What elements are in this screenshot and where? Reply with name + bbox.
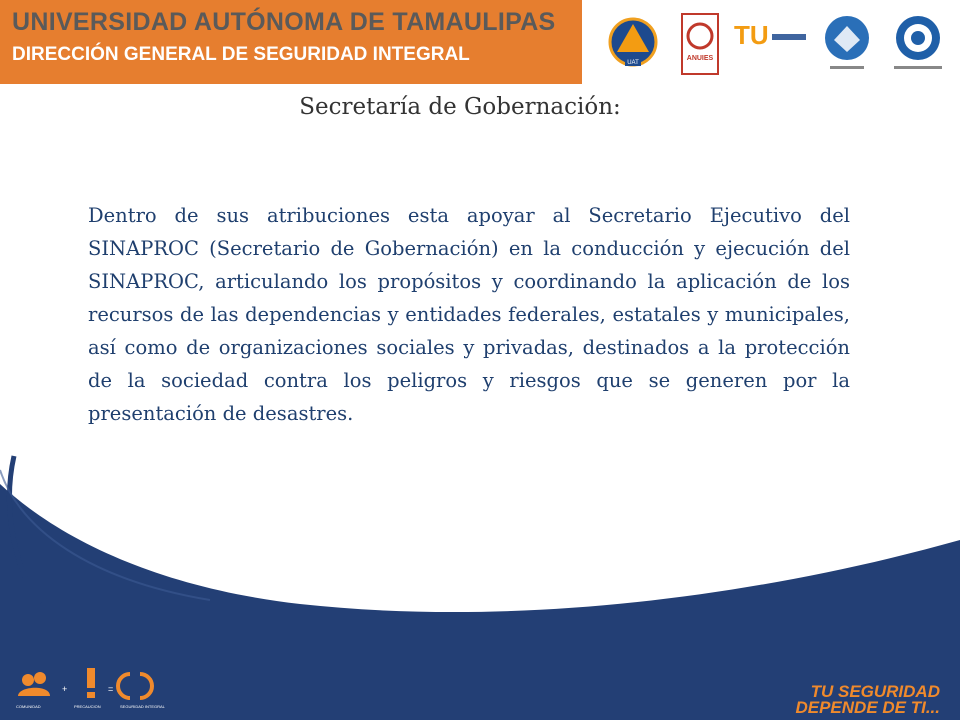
footer-slogan (795, 684, 940, 716)
university-name: UNIVERSIDAD AUTÓNOMA DE TAMAULIPAS (12, 8, 556, 36)
uat-logo-text: UAT (627, 60, 639, 66)
tu-logo-text: TU (734, 20, 769, 50)
footer-icons (16, 668, 176, 714)
seguridad-integral-label: SEGURIDAD INTEGRAL (120, 704, 165, 709)
precaution-icon (87, 668, 95, 698)
community-icon (18, 672, 50, 696)
slogan-line-2: DEPENDE DE TI... (795, 698, 940, 717)
precaution-label: PRECAUCION (74, 704, 101, 709)
slide-title: Secretaría de Gobernación: (299, 94, 621, 120)
body-paragraph: Dentro de sus atribuciones esta apoyar al Secretario Ejecutivo del SINAPROC (Secretario de Gobernación) en la conducción y ejecución del SINAPROC, articulando los propósitos y coordinando la aplicación de los recursos de las dependencias y entidades federales, estatales y municipales, así como de organizaciones sociales y privadas, destinados a la protección de la sociedad contra los peligros y riesgos que se generen por la presentación de desastres. (88, 204, 850, 425)
svg-text:+: + (62, 684, 68, 694)
department-name: DIRECCIÓN GENERAL DE SEGURIDAD INTEGRAL (12, 44, 470, 65)
community-label: COMUNIDAD (16, 704, 41, 709)
svg-text:=: = (108, 684, 114, 694)
seguridad-integral-icon (118, 674, 152, 698)
anuies-logo-text: ANUIES (686, 55, 714, 62)
slogan-line-1: TU SEGURIDAD (810, 682, 940, 701)
